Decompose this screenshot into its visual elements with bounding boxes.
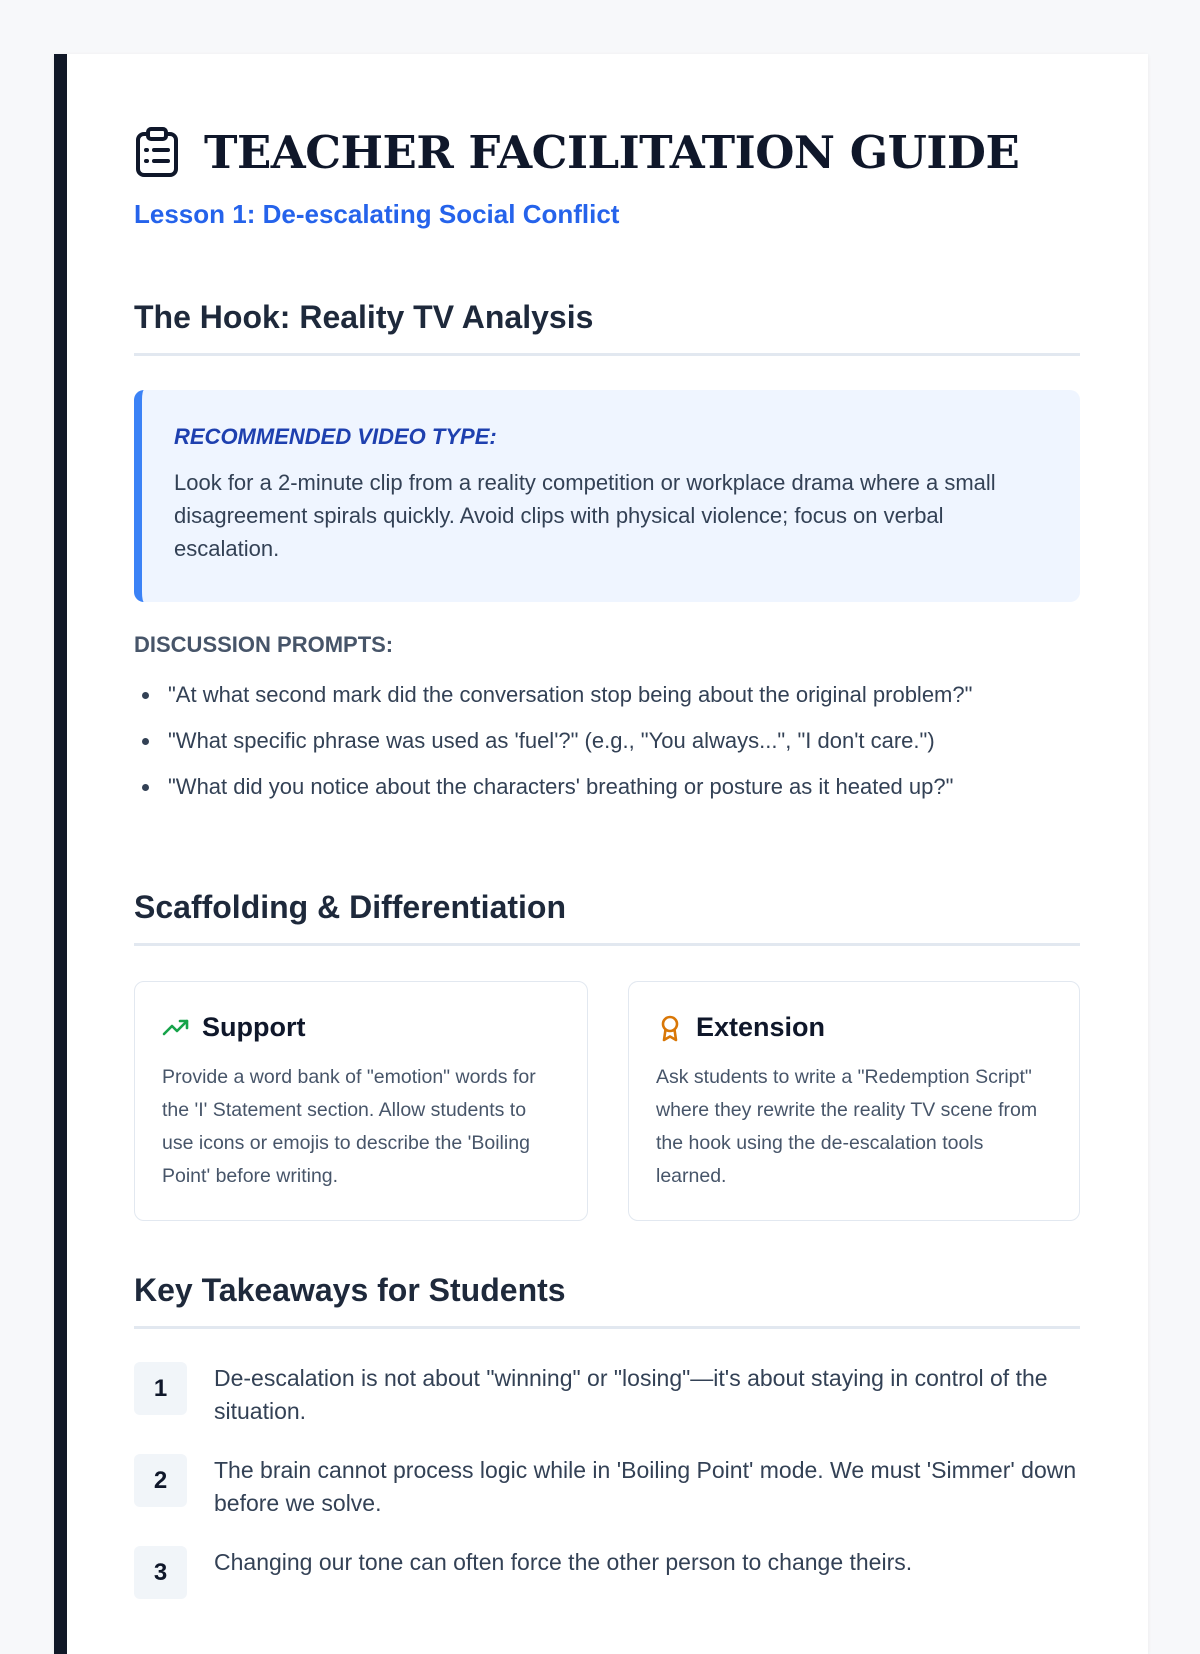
number-badge: 1: [134, 1362, 187, 1415]
bullet-icon: [142, 692, 149, 699]
support-card-title: Support: [202, 1012, 306, 1042]
support-card-text: Provide a word bank of "emotion" words for the 'I' Statement section. Allow students to use icons or emojis to describe the 'Boiling Point' before writing.: [162, 1066, 536, 1187]
hook-heading: The Hook: Reality TV Analysis: [134, 300, 1080, 356]
lesson-subtitle: Lesson 1: De-escalating Social Conflict: [134, 199, 620, 229]
award-ribbon-icon: [656, 1014, 684, 1042]
prompt-text: "What did you notice about the characters' breathing or posture as it heated up?": [168, 774, 954, 799]
takeaways-heading: Key Takeaways for Students: [134, 1273, 1080, 1329]
prompt-text: "What specific phrase was used as 'fuel'?" (e.g., "You always...", "I don't care."): [168, 728, 935, 753]
page-title: TEACHER FACILITATION GUIDE: [204, 125, 1020, 179]
video-type-callout: [134, 390, 1080, 602]
callout-text: Look for a 2-minute clip from a reality competition or workplace drama where a small disagreement spirals quickly. Avoid clips with physical violence; focus on verbal escalation.: [174, 470, 996, 561]
takeaway-text: De-escalation is not about "winning" or "losing"—it's about staying in control of the situation.: [214, 1365, 1048, 1424]
support-card: [134, 981, 588, 1221]
takeaway-text: The brain cannot process logic while in 'Boiling Point' mode. We must 'Simmer' down before we solve.: [214, 1457, 1077, 1516]
list-item: [134, 724, 1080, 757]
title-row: [134, 126, 1019, 178]
guide-page: [54, 54, 1148, 1654]
number-badge: 2: [134, 1454, 187, 1507]
discussion-prompts-list: [134, 678, 1080, 816]
bullet-icon: [142, 784, 149, 791]
list-item: [134, 1546, 1080, 1599]
prompt-text: "At what second mark did the conversation stop being about the original problem?": [168, 682, 973, 707]
discussion-prompts-label: DISCUSSION PROMPTS:: [134, 632, 394, 657]
extension-card: [628, 981, 1080, 1221]
scaffolding-heading: Scaffolding & Differentiation: [134, 890, 1080, 946]
list-item: [134, 1454, 1080, 1520]
takeaways-list: [134, 1362, 1080, 1625]
clipboard-icon: [134, 126, 180, 178]
page-edge-bar: [54, 54, 67, 1654]
extension-card-title: Extension: [696, 1012, 826, 1042]
list-item: [134, 770, 1080, 803]
callout-label: RECOMMENDED VIDEO TYPE:: [174, 424, 497, 449]
list-item: [134, 1362, 1080, 1428]
support-card-header: [162, 1012, 560, 1043]
number-badge: 3: [134, 1546, 187, 1599]
trending-up-icon: [162, 1014, 190, 1042]
list-item: [134, 678, 1080, 711]
extension-card-text: Ask students to write a "Redemption Script" where they rewrite the reality TV scene from the hook using the de-escalation tools learned.: [656, 1066, 1038, 1187]
takeaway-text: Changing our tone can often force the other person to change theirs.: [214, 1549, 913, 1575]
extension-card-header: [656, 1012, 1052, 1043]
bullet-icon: [142, 738, 149, 745]
